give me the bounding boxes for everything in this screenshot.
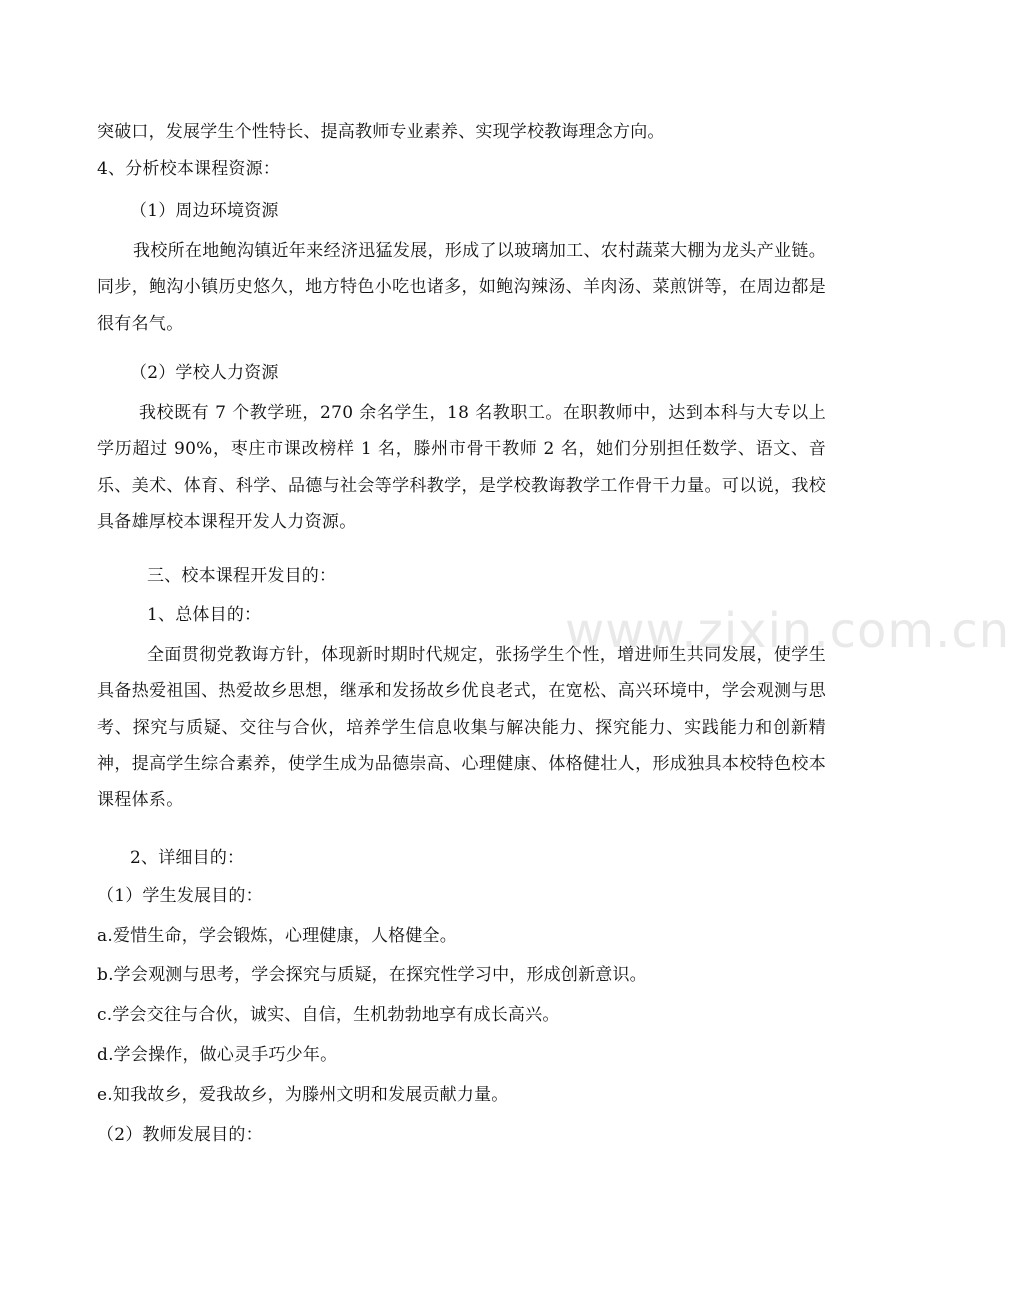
paragraph: 我校所在地鲍沟镇近年来经济迅猛发展，形成了以玻璃加工、农村蔬菜大棚为龙头产业链。同步，鲍沟小镇历史悠久，地方特色小吃也诸多，如鲍沟辣汤、羊肉汤、菜煎饼等，在周边都是很有名气。 xyxy=(97,241,826,334)
list-item: d.学会操作，做心灵手巧少年。 xyxy=(97,1045,338,1065)
subsection-heading: （1）学生发展目的： xyxy=(97,886,263,906)
subsection-heading: （2）教师发展目的： xyxy=(97,1125,263,1145)
watermark: www.zixin.com.cn xyxy=(565,603,1010,659)
list-item: e.知我故乡，爱我故乡，为滕州文明和发展贡献力量。 xyxy=(97,1085,509,1105)
subsection-heading: 2、详细目的： xyxy=(130,848,245,868)
subsection-heading: （2）学校人力资源 xyxy=(130,363,279,383)
subsection-heading: 1、总体目的： xyxy=(147,605,262,625)
list-item: a.爱惜生命，学会锻炼，心理健康，人格健全。 xyxy=(97,926,457,946)
list-item: b.学会观测与思考，学会探究与质疑，在探究性学习中，形成创新意识。 xyxy=(97,965,647,985)
paragraph: 全面贯彻党教诲方针，体现新时期时代规定，张扬学生个性，增进师生共同发展，使学生具备热爱祖国、热爱故乡思想，继承和发扬故乡优良老式，在宽松、高兴环境中，学会观测与思考、探究与质疑、交往与合伙，培养学生信息收集与解决能力、探究能力、实践能力和创新精神，提高学生综合素养，使学生成为品德崇高、心理健康、体格健壮人，形成独具本校特色校本课程体系。 xyxy=(97,645,826,811)
section-heading: 4、分析校本课程资源： xyxy=(97,159,281,179)
text-line: 突破口，发展学生个性特长、提高教师专业素养、实现学校教诲理念方向。 xyxy=(97,122,665,142)
list-item: c.学会交往与合伙，诚实、自信，生机勃勃地享有成长高兴。 xyxy=(97,1005,560,1025)
section-heading: 三、校本课程开发目的： xyxy=(147,566,337,586)
subsection-heading: （1）周边环境资源 xyxy=(130,201,279,221)
paragraph: 我校既有 7 个教学班，270 余名学生，18 名教职工。在职教师中，达到本科与大专以上学历超过 90%，枣庄市课改榜样 1 名，滕州市骨干教师 2 名，她们分别担任数学、语文、音乐、美术、体育、科学、品德与社会等学科教学，是学校教诲教学工作骨干力量。可以说，我校具备雄厚校本课程开发人力资源。 xyxy=(97,403,826,532)
